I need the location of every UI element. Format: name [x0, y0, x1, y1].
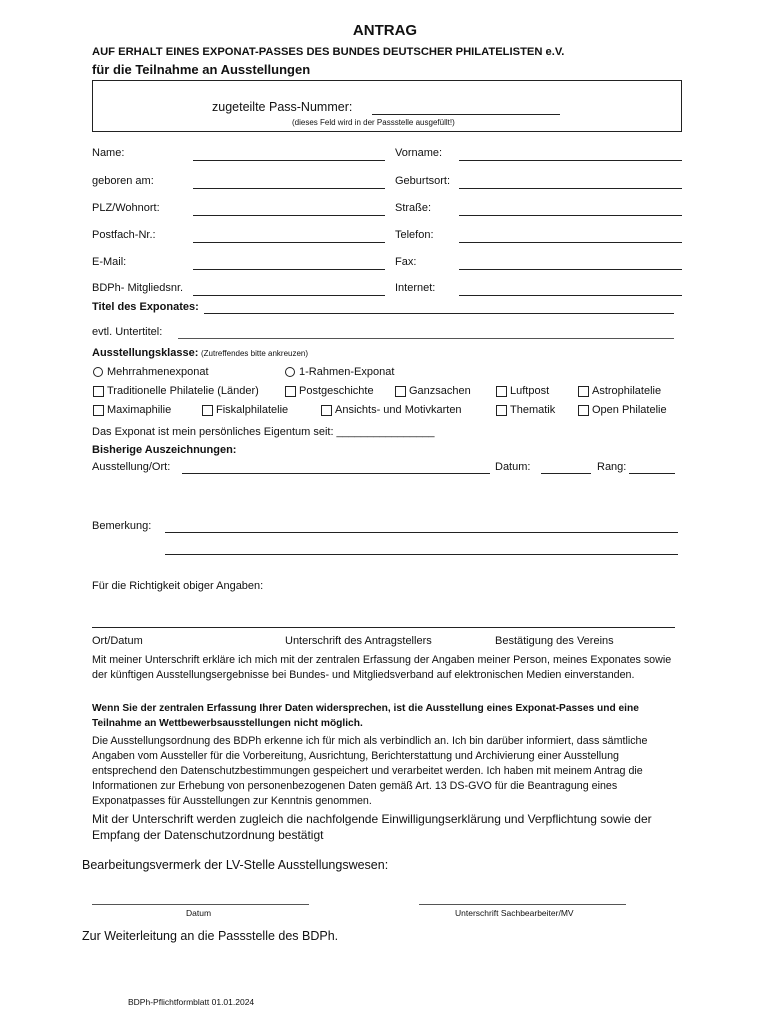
consent-paragraph-2: Wenn Sie der zentralen Erfassung Ihrer Daten widersprechen, ist die Ausstellung eines Exponat-Passes und eine Teilnahme an Wettbewerbsausstellungen nicht möglich.: [92, 703, 639, 729]
bemerkung-field-2[interactable]: [165, 554, 678, 555]
ausstellung-ort-label: Ausstellung/Ort:: [92, 461, 171, 473]
checkbox-postgeschichte-label: Postgeschichte: [299, 385, 374, 397]
bdph-label: BDPh- Mitgliedsnr.: [92, 282, 184, 294]
checkbox-thematik-label: Thematik: [510, 404, 556, 416]
subtitle-2: für die Teilnahme an Ausstellungen: [92, 62, 311, 77]
radio-mehrrahmen[interactable]: [93, 367, 103, 377]
richtigkeit-label: Für die Richtigkeit obiger Angaben:: [92, 580, 264, 592]
checkbox-ansichtskarten-label: Ansichts- und Motivkarten: [335, 404, 462, 416]
checkbox-ganzsachen-label: Ganzsachen: [409, 385, 471, 397]
bottom-unterschrift-line[interactable]: [419, 904, 626, 905]
geboren-field[interactable]: [193, 188, 385, 189]
bestaetigung-verein-label: Bestätigung des Vereins: [495, 635, 614, 647]
checkbox-open-philatelie[interactable]: [578, 405, 589, 416]
pass-number-label: zugeteilte Pass-Nummer:: [212, 100, 353, 114]
telefon-field[interactable]: [459, 242, 682, 243]
postfach-label: Postfach-Nr.:: [92, 229, 156, 241]
subtitle-1: AUF ERHALT EINES EXPONAT-PASSES DES BUNDES DEUTSCHER PHILATELISTEN e.V.: [92, 46, 565, 58]
klasse-label: Ausstellungsklasse:: [92, 347, 199, 359]
checkbox-ganzsachen[interactable]: [395, 386, 406, 397]
strasse-field[interactable]: [459, 215, 682, 216]
pass-number-field[interactable]: [372, 114, 560, 115]
checkbox-astrophilatelie-label: Astrophilatelie: [592, 385, 662, 397]
bearbeitungsvermerk-label: Bearbeitungsvermerk der LV-Stelle Ausstellungswesen:: [82, 858, 389, 872]
geburtsort-label: Geburtsort:: [395, 175, 451, 187]
email-field[interactable]: [193, 269, 385, 270]
checkbox-traditionelle[interactable]: [93, 386, 104, 397]
telefon-label: Telefon:: [395, 229, 434, 241]
pass-number-note: (dieses Feld wird in der Passstelle ausgefüllt!): [292, 118, 455, 127]
datum-field[interactable]: [541, 473, 591, 474]
plz-field[interactable]: [193, 215, 385, 216]
titel-field[interactable]: [204, 313, 674, 314]
bemerkung-label: Bemerkung:: [92, 520, 152, 532]
checkbox-luftpost[interactable]: [496, 386, 507, 397]
checkbox-luftpost-label: Luftpost: [510, 385, 550, 397]
rang-label: Rang:: [597, 461, 627, 473]
vorname-field[interactable]: [459, 160, 682, 161]
bdph-field[interactable]: [193, 295, 385, 296]
footer-text: BDPh-Pflichtformblatt 01.01.2024: [128, 997, 255, 1007]
plz-label: PLZ/Wohnort:: [92, 202, 160, 214]
consent-paragraph-4: Mit der Unterschrift werden zugleich die nachfolgende Einwilligungserklärung und Verpflichtung sowie der Empfang der Datenschutzordnung bestätigt: [92, 812, 652, 842]
eigentum-text: Das Exponat ist mein persönliches Eigentum seit: ________________: [92, 426, 435, 438]
weiterleitung-text: Zur Weiterleitung an die Passstelle des BDPh.: [82, 929, 339, 943]
titel-label: Titel des Exponates:: [92, 301, 199, 313]
untertitel-field[interactable]: [178, 338, 674, 339]
vorname-label: Vorname:: [395, 147, 443, 159]
checkbox-fiskalphilatelie[interactable]: [202, 405, 213, 416]
checkbox-thematik[interactable]: [496, 405, 507, 416]
checkbox-maximaphilie-label: Maximaphilie: [107, 404, 172, 416]
radio-1-rahmen[interactable]: [285, 367, 295, 377]
consent-paragraph-3: Die Ausstellungsordnung des BDPh erkenne ich für mich als verbindlich an. Ich bin darüber informiert, dass sämtliche Angaben vom Aussteller für die Vorbereitung, Ausrichtung, Berichterstattung und Archivierung einer Ausstellung entsprechend den Datenschutzbestimmungen gespeichert und verarbeitet werden. Ich haben mit meinem Antrag die Informationen zur Erhebung von personenbezogenen Daten gemäß Art. 13 DS-GVO für die Beantragung eines Exponatpasses für Ausstellungen zur Kenntnis genommen.: [92, 735, 648, 807]
signature-line[interactable]: [92, 627, 675, 628]
page-title: ANTRAG: [352, 22, 418, 39]
untertitel-label: evtl. Untertitel:: [92, 326, 163, 338]
checkbox-traditionelle-label: Traditionelle Philatelie (Länder): [107, 385, 259, 397]
consent-paragraph-1: Mit meiner Unterschrift erkläre ich mich mit der zentralen Erfassung der Angaben meiner Person, meines Exponates sowie der künftigen Ausstellungsergebnisse bei Bundes- und Mitgliedsverband auf elektronischen Medien einverstanden.: [92, 654, 672, 681]
internet-field[interactable]: [459, 295, 682, 296]
strasse-label: Straße:: [395, 202, 432, 214]
postfach-field[interactable]: [193, 242, 385, 243]
fax-field[interactable]: [459, 269, 682, 270]
rang-field[interactable]: [629, 473, 675, 474]
checkbox-maximaphilie[interactable]: [93, 405, 104, 416]
bottom-unterschrift-label: Unterschrift Sachbearbeiter/MV: [455, 908, 574, 918]
geburtsort-field[interactable]: [459, 188, 682, 189]
fax-label: Fax:: [395, 256, 417, 268]
unterschrift-antragsteller-label: Unterschrift des Antragstellers: [285, 635, 432, 647]
name-field[interactable]: [193, 160, 385, 161]
checkbox-postgeschichte[interactable]: [285, 386, 296, 397]
internet-label: Internet:: [395, 282, 436, 294]
ausstellung-ort-field[interactable]: [182, 473, 490, 474]
datum-label: Datum:: [495, 461, 531, 473]
bottom-datum-label: Datum: [186, 908, 212, 918]
auszeichnungen-label: Bisherige Auszeichnungen:: [92, 444, 237, 456]
klasse-hint: (Zutreffendes bitte ankreuzen): [201, 349, 309, 358]
checkbox-ansichtskarten[interactable]: [321, 405, 332, 416]
ort-datum-label: Ort/Datum: [92, 635, 143, 647]
email-label: E-Mail:: [92, 256, 127, 268]
checkbox-astrophilatelie[interactable]: [578, 386, 589, 397]
radio-1-rahmen-label: 1-Rahmen-Exponat: [299, 366, 395, 378]
name-label: Name:: [92, 147, 125, 159]
radio-mehrrahmen-label: Mehrrahmenexponat: [107, 366, 209, 378]
geboren-label: geboren am:: [92, 175, 154, 187]
checkbox-fiskalphilatelie-label: Fiskalphilatelie: [216, 404, 289, 416]
bemerkung-field-1[interactable]: [165, 532, 678, 533]
checkbox-open-philatelie-label: Open Philatelie: [592, 404, 667, 416]
bottom-datum-line[interactable]: [92, 904, 309, 905]
